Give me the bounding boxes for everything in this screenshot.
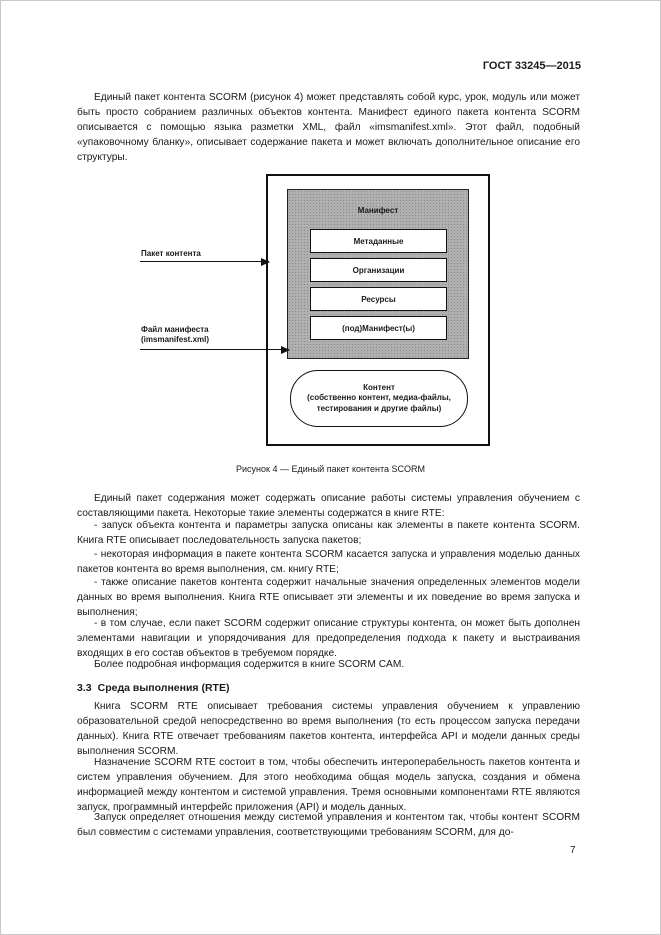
content-desc-line1: (собственно контент, медиа-файлы, xyxy=(307,393,451,403)
list-item: - также описание пакетов контента содержит начальные значения определенных элементов модели данных во время выполнения. Книга RTE описывает эти элементы и их поведение во время запуска и выполнения; xyxy=(77,577,580,619)
list-item: - запуск объекта контента и параметры запуска описаны как элементы в пакете контента SCORM. Книга RTE описывает последовательность запуска пакетов; xyxy=(77,520,580,547)
submanifests-box: (под)Манифест(ы) xyxy=(310,316,447,340)
body-paragraph: Более подробная информация содержится в книге SCORM CAM. xyxy=(94,659,405,670)
intro-paragraph: Единый пакет контента SCORM (рисунок 4) может представлять собой курс, урок, модуль или может быть просто собранием различных объектов контента. Манифест единого пакета контента SCORM описывается с помощью языка разметки XML, файл «imsmanifest.xml». Этот файл, подобный «упаковочному бланку», описывает содержание пакета и может включать дополнительное описание его структуры. xyxy=(77,92,580,164)
section-number: 3.3 xyxy=(77,682,92,694)
body-paragraph: Единый пакет содержания может содержать описание работы системы управления обучением с составляющими пакета. Некоторые такие элементы содержатся в книге RTE: xyxy=(77,493,580,520)
content-desc-line2: тестирования и другие файлы) xyxy=(316,403,442,413)
list-item: - некоторая информация в пакете контента SCORM касается запуска и управления моделью данных пакетов контента во время выполнения, см. книгу RTE; xyxy=(77,549,580,576)
figure-caption: Рисунок 4 — Единый пакет контента SCORM xyxy=(236,464,425,474)
section-heading xyxy=(77,682,229,694)
content-title: Контент xyxy=(363,382,395,392)
page-number: 7 xyxy=(570,845,576,856)
list-item: - в том случае, если пакет SCORM содержит описание структуры контента, он может быть дополнен элементами навигации и упорядочивания для предопределения подхода к пакету и выстраивания входящих в его состав объектов в требуемом порядке. xyxy=(77,618,580,660)
section-paragraph: Запуск определяет отношения между системой управления и контентом так, чтобы контент SCORM был совместим с системами управления, соответствующими требованиям SCORM, для до- xyxy=(77,812,580,839)
resources-box: Ресурсы xyxy=(310,287,447,311)
manifest-file-arrow xyxy=(140,349,289,350)
content-box xyxy=(290,370,468,427)
section-title: Среда выполнения (RTE) xyxy=(97,682,230,694)
manifest-file-label-line1: Файл манифеста xyxy=(141,325,209,334)
organizations-box: Организации xyxy=(310,258,447,282)
document-code: ГОСТ 33245—2015 xyxy=(482,60,581,72)
package-arrow xyxy=(140,261,269,262)
manifest-title: Манифест xyxy=(357,206,399,215)
package-label: Пакет контента xyxy=(141,249,201,258)
section-paragraph: Назначение SCORM RTE состоит в том, чтобы обеспечить интероперабельность пакетов контента и систем управления обучением. Для этого необходима общая модель запуска, создания и обмена информацией между контентом и системой управления. Тремя основными компонентами RTE являются запуск, программный интерфейс приложения (API) и модель данных. xyxy=(77,757,580,814)
manifest-file-label xyxy=(141,325,209,345)
manifest-file-label-line2: (imsmanifest.xml) xyxy=(141,335,210,344)
metadata-box: Метаданные xyxy=(310,229,447,253)
section-paragraph: Книга SCORM RTE описывает требования системы управления обучением к управлению образовательной средой непосредственно во время выполнения (то есть процессом запуска передачи данных). Книга RTE отвечает требованиям пакетов контента, интерфейса API и модели данных среды выполнения SCORM. xyxy=(77,701,580,758)
